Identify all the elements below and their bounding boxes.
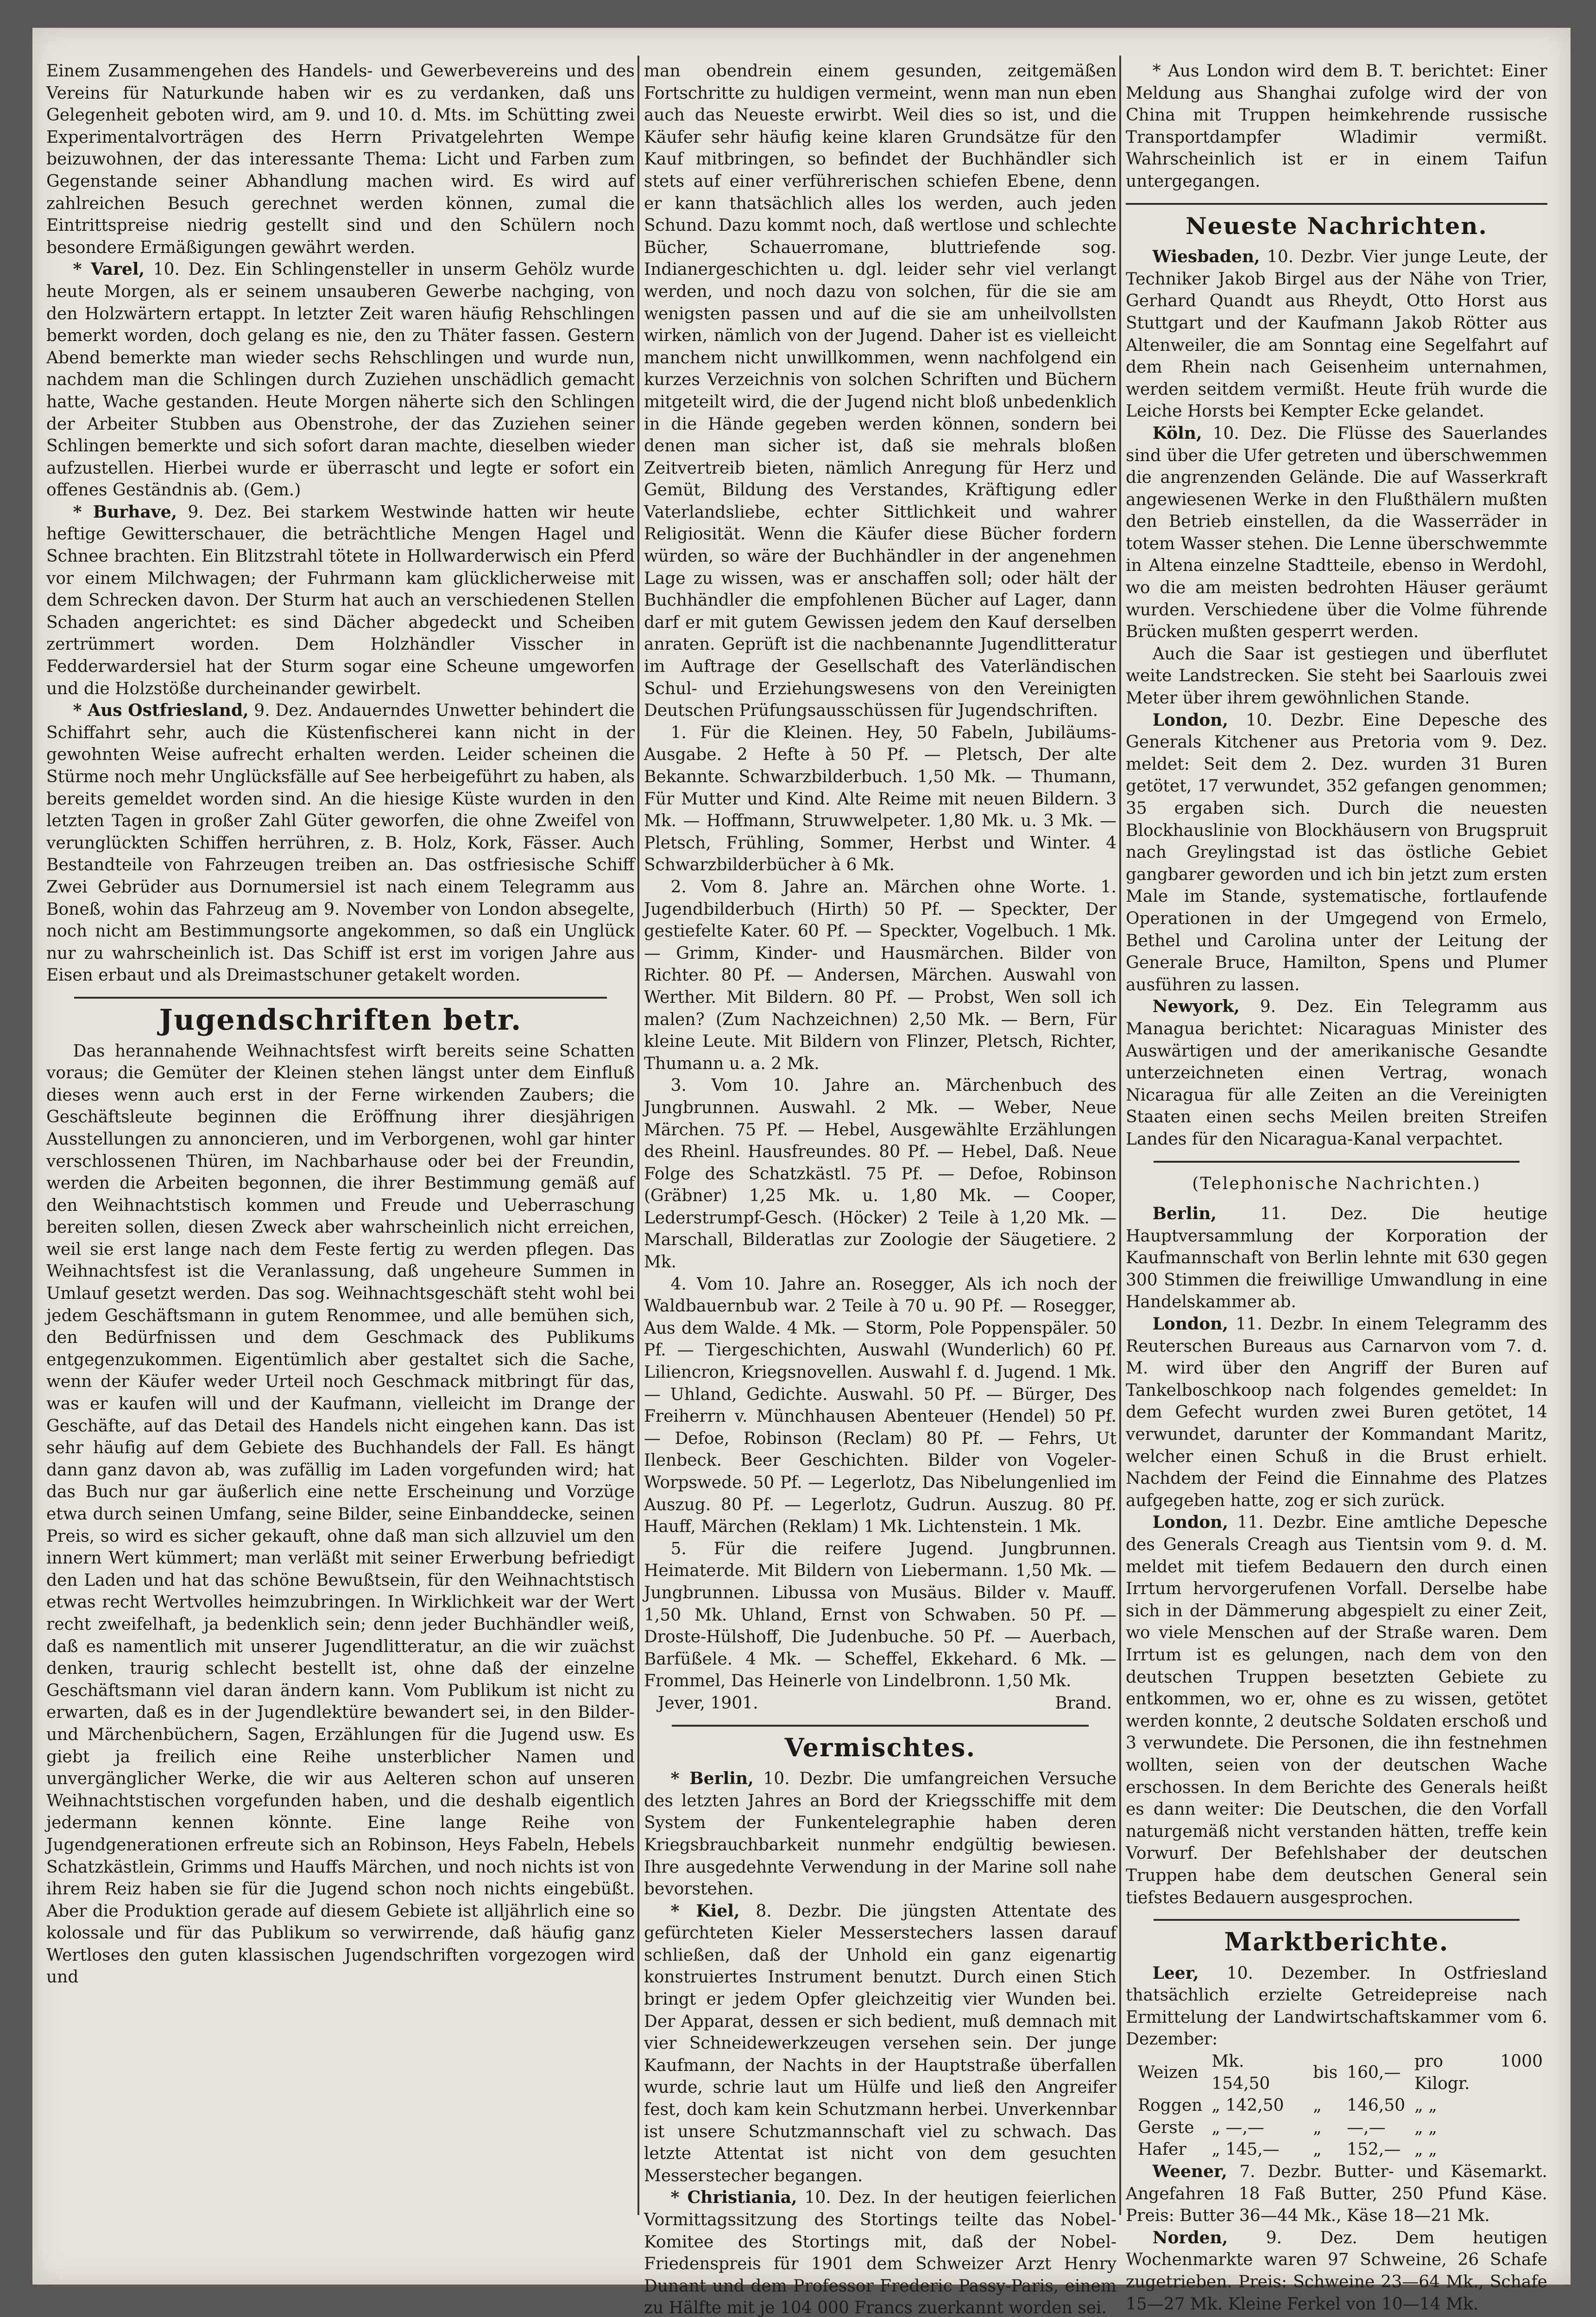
market-cell-name: Gerste [1138, 2118, 1194, 2137]
article-ostfriesland [46, 700, 635, 987]
market-cell-unit: pro 1000 Kilogr. [1414, 2052, 1543, 2093]
article-wiesbaden [1126, 246, 1547, 423]
column-1 [46, 60, 635, 1988]
market-cell-unit: „ „ [1414, 2118, 1437, 2137]
grain-price-table [1133, 2051, 1547, 2161]
article-text: 11. Dez. Die heutige Hauptversammlung der Korporation der Kaufmannschaft von Berlin lehnte mit 630 gegen 300 Stimmen die freiwillige Umwandlung in eine Handelskammer ab. [1126, 1204, 1547, 1312]
dateline: * Varel, [73, 260, 145, 279]
article-text: 9. Dez. Dem heutigen Wochenmarkte waren 97 Schweine, 26 Schafe zugetrieben. Preis: Schweine 23—64 Mk., Schafe 15—27 Mk. Kleine Ferkel von 10—14 Mk. [1126, 2228, 1547, 2314]
dateline: Newyork, [1152, 997, 1240, 1017]
dateline: * Berlin, [670, 1769, 754, 1789]
market-cell-unit: „ „ [1414, 2096, 1437, 2115]
intro-paragraph: Einem Zusammengehen des Handels- und Gewerbevereins und des Vereins für Naturkunde haben wir es zu verdanken, daß uns Gelegenheit geboten wird, am 9. und 10. d. Mts. im Schütting zwei Experimentalvorträgen des Herrn Privatgelehrten Wempe beizuwohnen, der das interessante Thema: Licht und Farben zum Gegenstande seiner Abhandlung machen wird. Es wird auf zahlreichen Besuch gerechnet werden können, zumal die Eintrittspreise niedrig gestellt sind und den Schülern noch besondere Ermäßigungen gewährt werden. [46, 62, 635, 257]
article-text: 10. Dezbr. Die umfangreichen Versuche des letzten Jahres an Bord der Kriegsschiffe mit dem System der Funkentelegraphie haben deren Kriegsbrauchbarkeit nunmehr endgültig bewiesen. Ihre ausgedehnte Verwendung in der Marine soll nahe bevorstehen. [644, 1769, 1117, 1899]
dateline: * Christiania, [670, 2188, 797, 2208]
section-divider [74, 997, 607, 999]
market-cell-name: Roggen [1138, 2096, 1203, 2115]
market-cell-unit: „ „ [1414, 2140, 1437, 2159]
dateline: Weener, [1152, 2162, 1227, 2182]
article-text: 10. Dezbr. Eine Depesche des Generals Kitchener aus Pretoria vom 9. Dez. meldet: Seit dem 2. Dez. wurden 31 Buren getötet, 17 verwundet, 352 gefangen genommen; 35 ergaben sich. Durch die neuesten Blockhauslinie von Blockhäusern von Brugspruit nach Greylingstad ist das östliche Gebiet gangbarer geworden und ich bin jetzt zum ersten Male im Stande, systematische, fortlaufende Operationen in der Umgegend von Ermelo, Bethel und Carolina unter der Leitung der Generale Bruce, Hamilton, Spens und Plumer ausführen zu lassen. [1126, 710, 1547, 994]
book-list-item: 4. Vom 10. Jahre an. Rosegger, Als ich noch der Waldbauernbub war. 2 Teile à 70 u. 90 Pf. — Rosegger, Aus dem Walde. 4 Mk. — Storm, Pole Poppenspäler. 50 Pf. — Tiergeschichten, Auswahl (Wunderlich) 60 Pf. Liliencron, Kriegsnovellen. Auswahl f. d. Jugend. 1 Mk. — Uhland, Gedichte. Auswahl. 50 Pf. — Bürger, Des Freiherrn v. Münchhausen Abenteuer (Hendel) 50 Pf. — Defoe, Robinson (Reclam) 80 Pf. — Fehrs, Ut Ilenbeck. Beer Geschichten. Bilder von Vogeler-Worpswede. 50 Pf. — Legerlotz, Das Nibelungenlied im Auszug. 80 Pf. — Legerlotz, Gudrun. Auszug. 80 Pf. Hauff, Märchen (Reklam) 1 Mk. Lichtenstein. 1 Mk. [644, 1274, 1117, 1537]
article-text: 9. Dez. Bei starkem Westwinde hatten wir heute heftige Gewitterschauer, die beträchtliche Mengen Hagel und Schnee brachten. Ein Blitzstrahl tötete in Hollwarderwisch ein Pferd vor einem Milchwagen; der Fuhrmann kam glücklicherweise mit dem Schrecken davon. Der Sturm hat auch an verschiedenen Stellen Schaden angerichtet: es sind Dächer abgedeckt und Scheiben zertrümmert worden. Dem Holzhändler Visscher in Fedderwardersiel hat der Sturm sogar eine Scheune umgeworfen und die Holzstöße durcheinander gewirbelt. [46, 502, 635, 698]
dateline: * Burhave, [73, 502, 177, 522]
dateline: London, [1152, 1513, 1228, 1532]
article-norden [1126, 2227, 1547, 2315]
article-text: 10. Dez. Ein Schlingensteller in unserm Gehölz wurde heute Morgen, als er seinem unsauberen Gewerbe nachging, von den Holzwärtern ertappt. In letzter Zeit waren häufig Rehschlingen bemerkt worden, doch gelang es nie, den zu Thäter fassen. Gestern Abend bemerkte man wieder sechs Rehschlingen und wurde nun, nachdem man die Schlingen durch Zuziehen unschädlich gemacht hatte, Wache gestanden. Heute Morgen näherte sich den Schlingen der Arbeiter Stubben aus Obenstrohe, der das Zuziehen seiner Schlingen bemerkte und sich sofort daran machte, dieselben wieder aufzustellen. Hierbei wurde er überrascht und legte er sofort ein offenes Geständnis ab. (Gem.) [46, 260, 635, 500]
market-row [1133, 2139, 1547, 2161]
dateline: * Aus Ostfriesland, [73, 701, 249, 721]
article-london-tientsin [1126, 1512, 1547, 1909]
article-text: 10. Dezember. In Ostfriesland thatsächlich erzielte Getreidepreise nach Ermittelung der Landwirtschaftskammer vom 6. Dezember: [1126, 1963, 1547, 2049]
column-rule-right [1119, 56, 1121, 2215]
market-row [1133, 2095, 1547, 2117]
market-cell-v2: 146,50 [1347, 2096, 1406, 2115]
article-text: 9. Dez. Andauerndes Unwetter behindert die Schiffahrt sehr, auch die Küstenfischerei kann nicht in der gewohnten Weise aufrecht erhalten werden. Leider scheinen die Stürme noch mehr Unglücksfälle auf See herbeigeführt zu haben, als bereits gemeldet worden sind. An die hiesige Küste wurden in den letzten Tagen in großer Zahl Güter geworfen, die ohne Zweifel von verunglückten Schiffen herrühren, z. B. Holz, Kork, Fässer. Auch Bestandteile von Fahrzeugen treiben an. Das ostfriesische Schiff Zwei Gebrüder aus Dornumersiel ist nach einem Telegramm aus Boneß, wohin das Fahrzeug am 9. November von London absegelte, noch nicht am Bestimmungsorte angekommen, so daß ein Unglück nur zu wahrscheinlich ist. Das Schiff ist erst im vorigen Jahre aus Eisen erbaut und als Dreimastschuner getakelt worden. [46, 701, 635, 985]
book-list-item: 2. Vom 8. Jahre an. Märchen ohne Worte. 1. Jugendbilderbuch (Hirth) 50 Pf. — Speckter, Der gestiefelte Kater. 60 Pf. — Speckter, Vogelbuch. 1 Mk. — Grimm, Kinder- und Hausmärchen. Bilder von Richter. 80 Pf. — Andersen, Märchen. Auswahl von Werther. Mit Bildern. 80 Pf. — Probst, Wen soll ich malen? (Zum Nachzeichnen) 2,50 Mk. — Bern, Für kleine Leute. Mit Bildern von Flinzer, Pletsch, Richter, Thumann u. a. 2 Mk. [644, 877, 1117, 1073]
article-varel [46, 259, 635, 501]
article-text: 8. Dezbr. Die jüngsten Attentate des gefürchteten Kieler Messerstechers lassen darauf schließen, daß der Unhold ein ganz eigenartig konstruiertes Instrument benutzt. Durch einen Stich bringt er jedem Opfer gleichzeitig vier Wunden bei. Der Apparat, dessen er sich bedient, muß demnach mit vier Schneidewerkzeugen versehen sein. Der junge Kaufmann, der Nachts in der Hauptstraße überfallen wurde, schrie laut um Hülfe und ließ den Angreifer fest, doch kam kein Schutzmann herbei. Unverkennbar ist unsere Schutzmannschaft viel zu schwach. Das letzte Attentat ist nicht von dem gesuchten Messerstecher begangen. [644, 1901, 1117, 2185]
article-text: 11. Dezbr. Eine amtliche Depesche des Generals Creagh aus Tientsin vom 9. d. M. meldet mit tiefem Bedauern den durch einen Irrtum hervorgerufenen Vorfall. Derselbe habe sich in der Dämmerung abgespielt zu einer Zeit, wo viele Menschen auf der Straße waren. Dem Irrtum ist es gelungen, nach dem von den deutschen Truppen besetzten Gebiete zu entkommen, wo er, ohne es zu wissen, getötet werden konnte, 2 deutsche Soldaten erschoß und 3 verwundete. Die Personen, die ihn festnehmen wollten, seien von der deutschen Wache erschossen. In dem Berichte des Generals heißt es dann weiter: Die Deutschen, die den Vorfall naturgemäß nicht verstanden hätten, treffe kein Vorwurf. Der Befehlshaber der deutschen Truppen habe dem deutschen General sein tiefstes Bedauern ausgesprochen. [1126, 1513, 1547, 1907]
book-list-item: 5. Für die reifere Jugend. Jungbrunnen. Heimaterde. Mit Bildern von Liebermann. 1,50 Mk. — Jungbrunnen. Libussa von Musäus. Bilder v. Mauff. 1,50 Mk. Uhland, Ernst von Schwaben. 50 Pf. — Droste-Hülshoff, Die Judenbuche. 50 Pf. — Auerbach, Barfüßele. 4 Mk. — Scheffel, Ekkehard. 6 Mk. — Frommel, Das Heinerle von Lindelbronn. 1,50 Mk. [644, 1539, 1117, 1691]
column-2 [644, 60, 1117, 2317]
dateline: London, [1152, 710, 1228, 730]
dateline: Wiesbaden, [1152, 247, 1260, 267]
article-text: 10. Dez. In der heutigen feierlichen Vormittagssitzung des Stortings teilte das Nobel-Komitee des Stortings mit, daß der Nobel-Friedenspreis für 1901 dem Schweizer Arzt Henry Dunant und dem Professor Frederic Passy-Paris, einem zu Hälfte mit je 104 000 Francs zuerkannt worden sei. [644, 2188, 1117, 2317]
book-list-item: 3. Vom 10. Jahre an. Märchenbuch des Jungbrunnen. Auswahl. 2 Mk. — Weber, Neue Märchen. 75 Pf. — Hebel, Ausgewählte Erzählungen des Rheinl. Hausfreundes. 80 Pf. — Hebel, Daß. Neue Folge des Schatzkästl. 75 Pf. — Defoe, Robinson (Gräbner) 1,25 Mk. u. 1,80 Mk. — Cooper, Lederstrumpf-Gesch. (Höcker) 2 Teile à 1,20 Mk. — Marschall, Bilderatlas zur Zoologie der Säugetiere. 2 Mk. [644, 1076, 1117, 1272]
article-london-kitchener [1126, 709, 1547, 996]
section-divider [1154, 1161, 1520, 1163]
section-divider [672, 1725, 1089, 1727]
market-cell-v1: „ 145,— [1211, 2140, 1280, 2159]
article-text: 7. Dezbr. Butter- und Käsemarkt. Angefahren 18 Faß Butter, 250 Pfund Käse. Preis: Butter 36—44 Mk., Käse 18—21 Mk. [1126, 2162, 1547, 2226]
column-3 [1126, 60, 1547, 2317]
article-berlin-tel [1126, 1203, 1547, 1313]
section-heading-neueste-nachrichten: Neueste Nachrichten. [1186, 212, 1488, 240]
article-kiel [644, 1900, 1117, 2187]
section-heading-marktberichte: Marktberichte. [1224, 1927, 1449, 1957]
market-cell-v1: Mk. 154,50 [1211, 2052, 1270, 2093]
market-cell-v2: —,— [1347, 2118, 1386, 2137]
column-rule-left [637, 56, 639, 2215]
article-berlin [644, 1768, 1117, 1900]
article-leer [1126, 1962, 1547, 2051]
section-heading-jugendschriften: Jugendschriften betr. [159, 1002, 522, 1037]
market-row [1133, 2117, 1547, 2139]
market-row [1133, 2051, 1547, 2095]
dateline: Leer, [1152, 1963, 1199, 1983]
market-cell-v1: „ 142,50 [1211, 2096, 1284, 2115]
signature-name: Brand. [1055, 1693, 1112, 1713]
section-heading-vermischtes: Vermischtes. [784, 1732, 976, 1762]
market-cell-v2: 152,— [1347, 2140, 1401, 2159]
article-text: 10. Dez. Die Flüsse des Sauerlandes sind über die Ufer getreten und überschwemmen die angrenzenden Gelände. Die auf Wasserkraft angewiesenen Werke in den Flußthälern mußten den Betrieb einstellen, da die Wasserräder in totem Wasser stehen. Die Lenne überschwemmte in Altena einzelne Stadtteile, ebenso in Werdohl, wo die am meisten bedrohten Häuser geräumt wurden. Verschiedene über die Volme führende Brücken mußten gesperrt werden. [1126, 424, 1547, 642]
dateline: London, [1152, 1314, 1228, 1334]
signature-line [644, 1692, 1117, 1715]
article-london-carnarvon [1126, 1313, 1547, 1512]
section-divider [1154, 1919, 1520, 1921]
article-text: 11. Dezbr. In einem Telegramm des Reuterschen Bureaus aus Carnarvon vom 7. d. M. wird über den Angriff der Buren auf Tankelboschkoop nach folgendes gemeldet: In dem Gefecht wurden zwei Buren getötet, 14 verwundet, darunter der Kommandant Maritz, welcher einen Schuß in die Brust erhielt. Nachdem der Feind die Einnahme des Platzes aufgegeben hatte, zog er sich zurück. [1126, 1315, 1547, 1510]
dateline: Köln, [1152, 423, 1202, 443]
dateline: Norden, [1152, 2228, 1228, 2247]
market-cell-v1: „ —,— [1211, 2118, 1264, 2137]
article-burhave [46, 501, 635, 700]
article-jugendschriften: Das herannahende Weihnachtsfest wirft bereits seine Schatten voraus; die Gemüter der Kleinen stehen längst unter dem Einfluß dieses wenn auch erst in der Ferne wirkenden Zaubers; die Geschäftsleute beginnen die Eröffnung ihrer diesjährigen Ausstellungen zu annoncieren, und im Verborgenen, wohl gar hinter verschlossenen Thüren, im Nachbarhause oder bei der Freundin, werden die Arbeiten begonnen, die ihrer Bestimmung gemäß auf den Weihnachtstisch kommen und Freude und Ueberraschung bereiten sollen, diesen Zweck aber wahrscheinlich nicht erreichen, weil sie erst lange nach dem Feste fertig zu werden pflegen. Das Weihnachtsfest ist die Veranlassung, daß ungeheure Summen in Umlauf gesetzt werden. Das sog. Weihnachtsgeschäft steht wohl bei jedem Geschäftsmann in gutem Renommee, und alle bemühen sich, den Bedürfnissen und dem Geschmack des Publikums entgegenzukommen. Eigentümlich aber gestaltet sich die Sache, wenn der Käufer weder Urteil noch Geschmack mitbringt für das, was er kaufen will und der Kaufmann, vielleicht im Drange der Geschäfte, auf das Detail des Handels nicht eingehen kann. Das ist sehr häufig auf dem Gebiete des Buchhandels der Fall. Es hängt dann ganz davon ab, was zufällig im Laden vorgefunden wird; hat das Buch nur gar äußerlich eine nette Erscheinung und Vorzüge etwa durch seinen Umfang, seine Bilder, seine Einbanddecke, seinen Preis, so wird es sicher gekauft, ohne daß man sich allzuviel um den innern Wert kümmert; man verläßt mit seiner Erwerbung befriedigt den Laden und hat das schöne Bewußtsein, für den Weihnachtstisch etwas recht Wertvolles heimzubringen. In Wirklichkeit war der Wert recht zweifelhaft, ja bedenklich sein; denn jeder Buchhändler weiß, daß es namentlich mit unserer Jugendlitteratur, an die wir zuächst denken, traurig schlecht bestellt ist, ohne daß der einzelne Geschäftsmann viel daran ändern kann. Vom Publikum ist nicht zu erwarten, daß es in der Jugendlektüre bewandert sei, in den Bilder- und Märchenbüchern, Sagen, Erzählungen für die Jugend usw. Es giebt ja freilich eine Reihe unsterblicher Namen und unvergänglicher Werke, die wir aus Aelteren schon auf unseren Weihnachtstischen vorgefunden haben, und die deshalb eigentlich jedermann kennen könnte. Eine lange Reihe von Jugendgenerationen erfreute sich an Robinson, Heys Fabeln, Hebels Schatzkästlein, Grimms und Hauffs Märchen, und noch nichts ist von ihrem Reiz haben sie für die Jugend schon noch nichts eingebüßt. Aber die Produktion gerade auf diesem Gebiete ist alljährlich eine so kolossale und für das Publikum so verwirrende, daß häufig ganz Wertloses den guten klassischen Jugendschriften vorgezogen wird und [46, 1041, 635, 1987]
article-text: 10. Dezbr. Vier junge Leute, der Techniker Jakob Birgel aus der Nähe von Trier, Gerhard Quandt aus Rheydt, Otto Horst aus Stuttgart und der Kaufmann Jakob Rötter aus Altenweiler, die am Sonntag eine Segelfahrt auf dem Rhein nach Geisenheim unternahmen, werden seitdem vermißt. Heute früh wurde die Leiche Horsts bei Kempter Ecke gelandet. [1126, 247, 1547, 421]
article-saar: Auch die Saar ist gestiegen und überflutet weite Landstrecken. Sie steht bei Saarlouis zwei Meter über ihrem gewöhnlichen Stande. [1126, 644, 1547, 708]
newspaper-page [32, 28, 1571, 2317]
article-newyork [1126, 996, 1547, 1150]
article-weener [1126, 2161, 1547, 2227]
article-koeln [1126, 423, 1547, 643]
article-london-shanghai: * Aus London wird dem B. T. berichtet: Einer Meldung aus Shanghai zufolge wird der von China mit Truppen heimkehrende russische Transportdampfer Wladimir vermißt. Wahrscheinlich ist er in einem Taifun untergegangen. [1126, 62, 1547, 191]
market-cell-mid: „ [1313, 2096, 1322, 2115]
article-continuation: man obendrein einem gesunden, zeitgemäßen Fortschritte zu huldigen vermeint, wenn man nun eben auch das Neueste erwirbt. Weil dies so ist, und die Käufer sehr häufig keine klaren Grundsätze für den Kauf mitbringen, so befindet der Buchhändler sich stets auf einer verführerischen schiefen Ebene, denn er kann thatsächlich alles los werden, auch jeden Schund. Dazu kommt noch, daß wertlose und schlechte Bücher, Schauerromane, bluttriefende sog. Indianergeschichten u. dgl. leider sehr viel verlangt werden, und noch dazu von solchen, für die sie am wenigsten passen und auf die sie am unheilvollsten wirken, nämlich von der Jugend. Daher ist es vielleicht manchem nicht unwillkommen, wenn nachfolgend ein kurzes Verzeichnis von solchen Schriften und Büchern mitgeteilt wird, die der Jugend nicht bloß unbedenklich in die Hände gegeben werden können, sondern bei denen man sicher ist, daß sie mehrals bloßen Zeitvertreib bieten, nämlich Anregung für Herz und Gemüt, Bildung des Verstandes, Kräftigung edler Vaterlandsliebe, echter Sittlichkeit und wahrer Religiosität. Wenn die Käufer diese Bücher fordern würden, so wäre der Buchhändler in der angenehmen Lage zu wissen, was er anschaffen soll; oder hält der Buchhändler die empfohlenen Bücher auf Lager, dann darf er mit gutem Gewissen jedem den Kauf derselben anraten. Geprüft ist die nachbenannte Jugendlitteratur im Auftrage der Gesellschaft des Vaterländischen Schul- und Erziehungswesens von den Vereinigten Deutschen Prüfungsausschüssen für Jugendschriften. [644, 62, 1117, 721]
market-cell-name: Hafer [1138, 2140, 1186, 2159]
book-list-item: 1. Für die Kleinen. Hey, 50 Fabeln, Jubiläums-Ausgabe. 2 Hefte à 50 Pf. — Pletsch, Der alte Bekannte. Schwarzbilderbuch. 1,50 Mk. — Thumann, Für Mutter und Kind. Alte Reime mit neuen Bildern. 3 Mk. — Hoffmann, Struwwelpeter. 1,80 Mk. u. 3 Mk. — Pletsch, Frühling, Sommer, Herbst und Winter. 4 Schwarzbilderbücher à 6 Mk. [644, 723, 1117, 875]
article-text: 9. Dez. Ein Telegramm aus Managua berichtet: Nicaraguas Minister des Auswärtigen und der amerikanische Gesandte unterzeichneten einen Vertrag, wonach Nicaragua für alle Zeiten an die Vereinigten Staaten einen sechs Meilen breiten Streifen Landes für den Nicaragua-Kanal verpachtet. [1126, 997, 1547, 1149]
section-divider [1126, 203, 1547, 205]
dateline: * Kiel, [670, 1901, 740, 1921]
market-cell-name: Weizen [1138, 2063, 1199, 2082]
telephone-news-heading: (Telephonische Nachrichten.) [1192, 1174, 1481, 1193]
market-cell-mid: „ [1313, 2118, 1322, 2137]
signature-place: Jever, 1901. [658, 1693, 758, 1713]
market-cell-v2: 160,— [1347, 2063, 1401, 2082]
market-cell-mid: bis [1313, 2063, 1338, 2082]
dateline: Berlin, [1152, 1204, 1217, 1224]
market-cell-mid: „ [1313, 2140, 1322, 2159]
